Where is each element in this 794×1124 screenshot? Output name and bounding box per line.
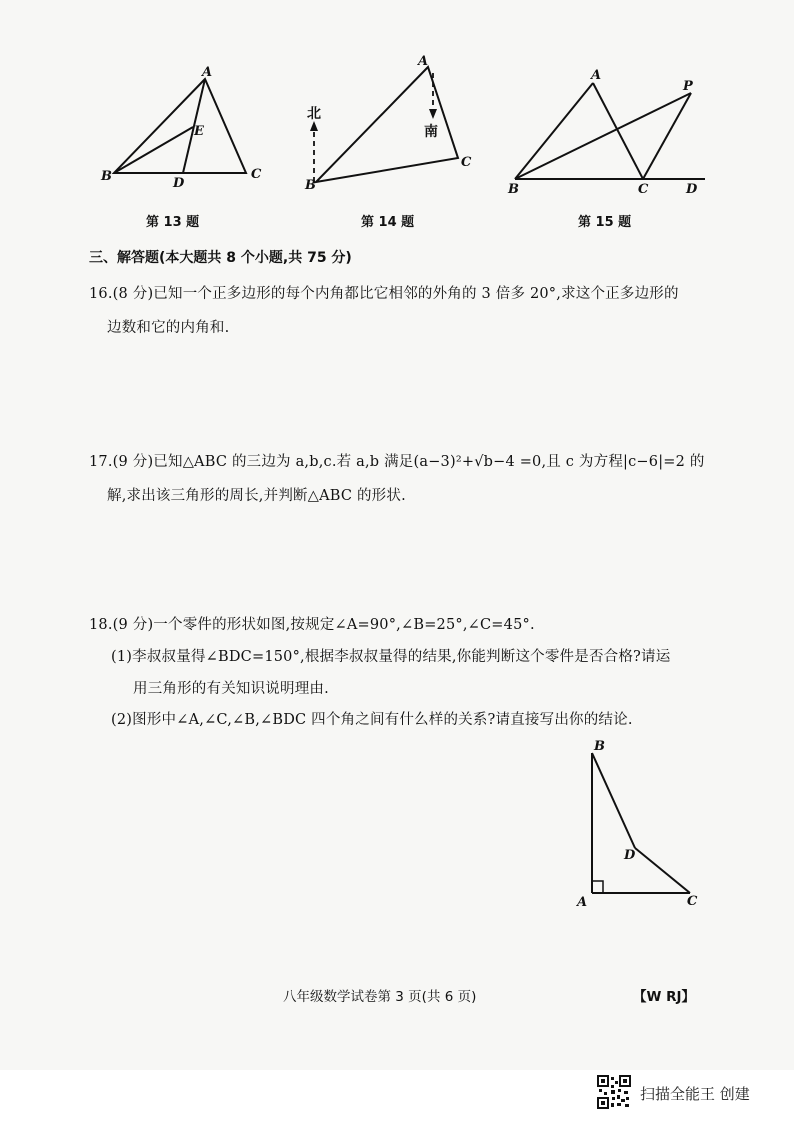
segment-bp: [515, 93, 691, 179]
q18-part1-line2: 用三角形的有关知识说明理由.: [133, 681, 329, 697]
section-heading: 三、解答题(本大题共 8 个小题,共 75 分): [89, 250, 352, 266]
q17-line1: 17.(9 分)已知△ABC 的三边为 a,b,c.若 a,b 满足(a−3)²+√b−4 =0,且 c 为方程|c−6|=2 的: [89, 454, 705, 470]
page-footer-code: 【W RJ】: [633, 989, 696, 1005]
scanner-label: 扫描全能王 创建: [640, 1085, 750, 1103]
q18-part1-line1: (1)李叔叔量得∠BDC=150°,根据李叔叔量得的结果,你能判断这个零件是否合格?请运: [111, 649, 671, 665]
q18-line1: 18.(9 分)一个零件的形状如图,按规定∠A=90°,∠B=25°,∠C=45°.: [89, 617, 535, 633]
north-label: 北: [307, 106, 321, 122]
point-a-label-15: A: [591, 68, 602, 83]
south-arrow-head: [429, 109, 437, 119]
segment-bd-18: [592, 753, 635, 848]
figure-15-caption: 第 15 题: [578, 215, 632, 230]
q18-part2: (2)图形中∠A,∠C,∠B,∠BDC 四个角之间有什么样的关系?请直接写出你的结论.: [111, 712, 633, 728]
figure-13-caption: 第 13 题: [146, 215, 200, 230]
point-b-label: B: [101, 169, 112, 184]
figure-15-diagram: [505, 65, 715, 195]
q17-line2: 解,求出该三角形的周长,并判断△ABC 的形状.: [107, 488, 406, 504]
point-c-label-15: C: [638, 182, 649, 197]
south-label: 南: [424, 124, 438, 140]
segment-ab: [515, 83, 593, 179]
page-footer-info: 八年级数学试卷第 3 页(共 6 页): [283, 989, 477, 1005]
triangle-abc: [114, 79, 246, 173]
segment-ac: [593, 83, 643, 179]
figure-18: [570, 735, 710, 915]
point-c-label-14: C: [461, 155, 472, 170]
north-arrow-head: [310, 121, 318, 131]
point-d-label-15: D: [686, 182, 698, 197]
q16-line1: 16.(8 分)已知一个正多边形的每个内角都比它相邻的外角的 3 倍多 20°,求这个正多边形的: [89, 286, 679, 302]
point-a-label-14: A: [418, 54, 429, 69]
figure-18-diagram: [570, 735, 710, 915]
point-c-label: C: [251, 167, 262, 182]
figure-15: [505, 65, 715, 195]
q16-line2: 边数和它的内角和.: [107, 320, 230, 336]
point-c-label-18: C: [687, 894, 698, 909]
point-a-label-18: A: [577, 895, 588, 910]
point-d-label-18: D: [624, 848, 636, 863]
point-a-label: A: [202, 65, 213, 80]
point-e-label: E: [194, 124, 204, 139]
figure-13-diagram: [100, 65, 270, 195]
point-p-label-15: P: [683, 79, 693, 94]
segment-pc: [643, 93, 691, 179]
figure-13: [100, 65, 270, 195]
figure-14: [300, 55, 480, 195]
figure-14-caption: 第 14 题: [361, 215, 415, 230]
point-b-label-15: B: [508, 182, 519, 197]
qr-code-icon: [597, 1075, 631, 1109]
point-b-label-14: B: [305, 178, 316, 193]
figure-14-diagram: [300, 55, 480, 195]
right-angle-marker: [592, 881, 603, 893]
point-d-label: D: [173, 176, 185, 191]
segment-be: [114, 127, 193, 173]
point-b-label-18: B: [594, 739, 605, 754]
segment-dc-18: [635, 848, 690, 893]
